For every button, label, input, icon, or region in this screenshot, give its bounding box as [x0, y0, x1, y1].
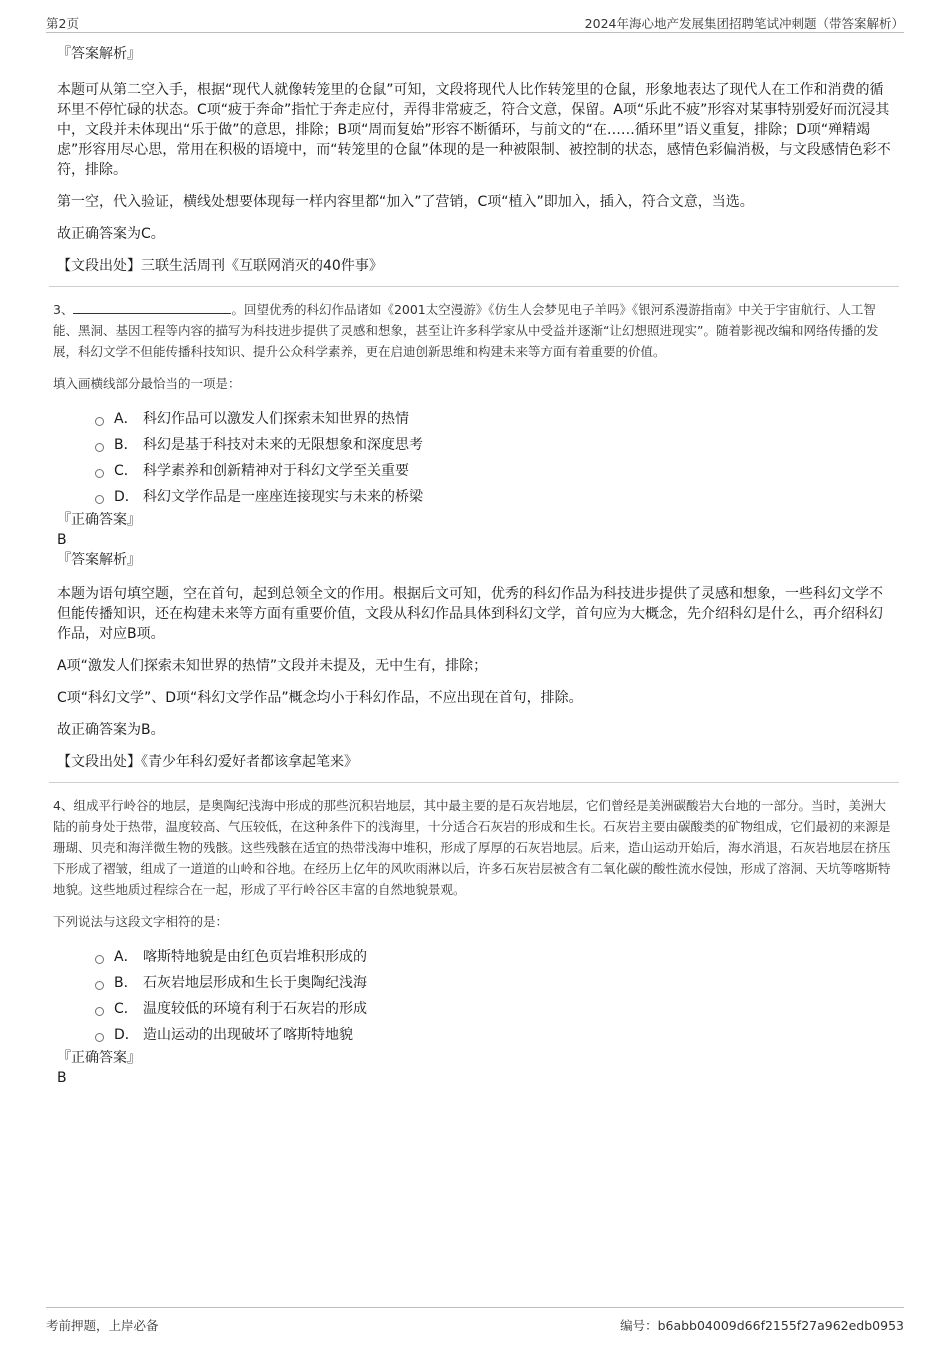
question-prompt: 填入画横线部分最恰当的一项是：	[53, 376, 241, 391]
question-4	[53, 795, 895, 1088]
option-letter: C．	[114, 1001, 138, 1017]
question-2-analysis	[57, 44, 895, 276]
analysis-paragraph: 故正确答案为B。	[57, 722, 165, 738]
option-text: 科幻是基于科技对未来的无限想象和深度思考	[143, 437, 423, 453]
option-letter: B．	[114, 975, 138, 991]
correct-answer-label: 『正确答案』	[57, 512, 141, 528]
option-text: 科幻作品可以激发人们探索未知世界的热情	[143, 411, 409, 427]
option-text: 喀斯特地貌是由红色页岩堆积形成的	[143, 949, 367, 965]
document-id: 编号：b6abb04009d66f2155f27a962edb0953	[620, 1318, 904, 1333]
analysis-label: 『答案解析』	[57, 552, 141, 568]
source-note: 【文段出处】三联生活周刊《互联网消灭的40件事》	[57, 258, 383, 274]
analysis-label: 『答案解析』	[57, 46, 141, 62]
page-header	[46, 14, 904, 33]
page-footer	[46, 1307, 904, 1338]
radio-button[interactable]	[95, 1033, 104, 1042]
option-c[interactable]	[95, 458, 895, 484]
option-b[interactable]	[95, 432, 895, 458]
option-text: 石灰岩地层形成和生长于奥陶纪浅海	[143, 975, 367, 991]
question-number: 3、	[53, 302, 74, 317]
question-prompt: 下列说法与这段文字相符的是：	[53, 914, 229, 929]
radio-button[interactable]	[95, 981, 104, 990]
radio-button[interactable]	[95, 417, 104, 426]
source-note: 【文段出处】《青少年科幻爱好者都该拿起笔来》	[57, 754, 358, 770]
option-letter: A．	[114, 949, 138, 965]
option-letter: C．	[114, 463, 138, 479]
option-letter: D．	[114, 1027, 139, 1043]
question-stem: 4、组成平行岭谷的地层，是奥陶纪浅海中形成的那些沉积岩地层，其中最主要的是石灰岩地层，它们曾经是美洲碳酸岩大台地的一部分。当时，美洲大陆的前身处于热带，温度较高、气压较低，在这种条件下的浅海里，十分适合石灰岩的形成和生长。石灰岩主要由碳酸类的矿物组成，它们最初的来源是珊瑚、贝壳和海洋微生物的残骸。这些残骸在适宜的热带浅海中堆积，形成了厚厚的石灰岩地层。后来，造山运动开始后，海水消退，石灰岩地层在挤压下形成了褶皱，组成了一道道的山岭和谷地。在经历上亿年的风吹雨淋以后，许多石灰岩层被含有二氧化碳的酸性流水侵蚀，形成了溶洞、天坑等喀斯特地貌。这些地质过程综合在一起，形成了平行岭谷区丰富的自然地貌景观。	[53, 798, 891, 897]
fill-blank	[73, 301, 231, 314]
analysis-paragraph: 本题可从第二空入手，根据“现代人就像转笼里的仓鼠”可知，文段将现代人比作转笼里的仓鼠，形象地表达了现代人在工作和消费的循环里不停忙碌的状态。C项“疲于奔命”指忙于奔走应付，弄得非常疲乏，符合文意，保留。A项“乐此不疲”形容对某事特别爱好而沉浸其中，文段并未体现出“乐于做”的意思，排除；B项“周而复始”形容不断循环，与前文的“在……循环里”语义重复，排除；D项“殚精竭虑”形容用尽心思，常用在积极的语境中，而“转笼里的仓鼠”体现的是一种被限制、被控制的状态，感情色彩偏消极，与文段感情色彩不符，排除。	[57, 82, 891, 178]
option-letter: A．	[114, 411, 138, 427]
analysis-paragraph: 本题为语句填空题，空在首句，起到总领全文的作用。根据后文可知，优秀的科幻作品为科技进步提供了灵感和想象，一些科幻文学不但能传播知识，还在构建未来等方面有重要价值，文段从科幻作品具体到科幻文学，首句应为大概念，先介绍科幻是什么，再介绍科幻作品，对应B项。	[57, 586, 883, 642]
radio-button[interactable]	[95, 1007, 104, 1016]
question-text: 。回望优秀的科幻作品诸如《2001太空漫游》《仿生人会梦见电子羊吗》《银河系漫游指南》中关于宇宙航行、人工智能、黑洞、基因工程等内容的描写为科技进步提供了灵感和想象，甚至让许多科学家从中受益并逐渐“让幻想照进现实”。随着影视改编和网络传播的发展，科幻文学不但能传播科技知识、提升公众科学素养，更在启迪创新思维和构建未来等方面有着重要的价值。	[53, 302, 879, 359]
options-list	[57, 406, 895, 510]
option-b[interactable]	[95, 970, 895, 996]
analysis-paragraph: 故正确答案为C。	[57, 226, 165, 242]
option-a[interactable]	[95, 944, 895, 970]
question-stem	[53, 299, 891, 362]
option-text: 科学素养和创新精神对于科幻文学至关重要	[143, 463, 409, 479]
correct-answer: B	[57, 1070, 67, 1086]
footer-slogan: 考前押题，上岸必备	[46, 1318, 159, 1333]
radio-button[interactable]	[95, 469, 104, 478]
analysis-paragraph: A项“激发人们探索未知世界的热情”文段并未提及，无中生有，排除；	[57, 658, 488, 674]
option-text: 科幻文学作品是一座座连接现实与未来的桥梁	[143, 489, 423, 505]
radio-button[interactable]	[95, 495, 104, 504]
correct-answer: B	[57, 532, 67, 548]
option-a[interactable]	[95, 406, 895, 432]
option-d[interactable]	[95, 1022, 895, 1048]
document-body	[53, 44, 895, 1088]
option-letter: B．	[114, 437, 138, 453]
question-3	[53, 299, 895, 772]
radio-button[interactable]	[95, 955, 104, 964]
option-text: 造山运动的出现破坏了喀斯特地貌	[143, 1027, 353, 1043]
option-letter: D．	[114, 489, 139, 505]
option-d[interactable]	[95, 484, 895, 510]
options-list	[57, 944, 895, 1048]
analysis-paragraph: C项“科幻文学”、D项“科幻文学作品”概念均小于科幻作品，不应出现在首句，排除。	[57, 690, 583, 706]
document-title: 2024年海心地产发展集团招聘笔试冲刺题（带答案解析）	[584, 16, 904, 31]
page-number: 第2页	[46, 16, 79, 31]
option-text: 温度较低的环境有利于石灰岩的形成	[143, 1001, 367, 1017]
analysis-paragraph: 第一空，代入验证，横线处想要体现每一样内容里都“加入”了营销，C项“植入”即加入，插入，符合文意，当选。	[57, 194, 754, 210]
divider	[49, 782, 899, 783]
divider	[49, 286, 899, 287]
radio-button[interactable]	[95, 443, 104, 452]
option-c[interactable]	[95, 996, 895, 1022]
correct-answer-label: 『正确答案』	[57, 1050, 141, 1066]
